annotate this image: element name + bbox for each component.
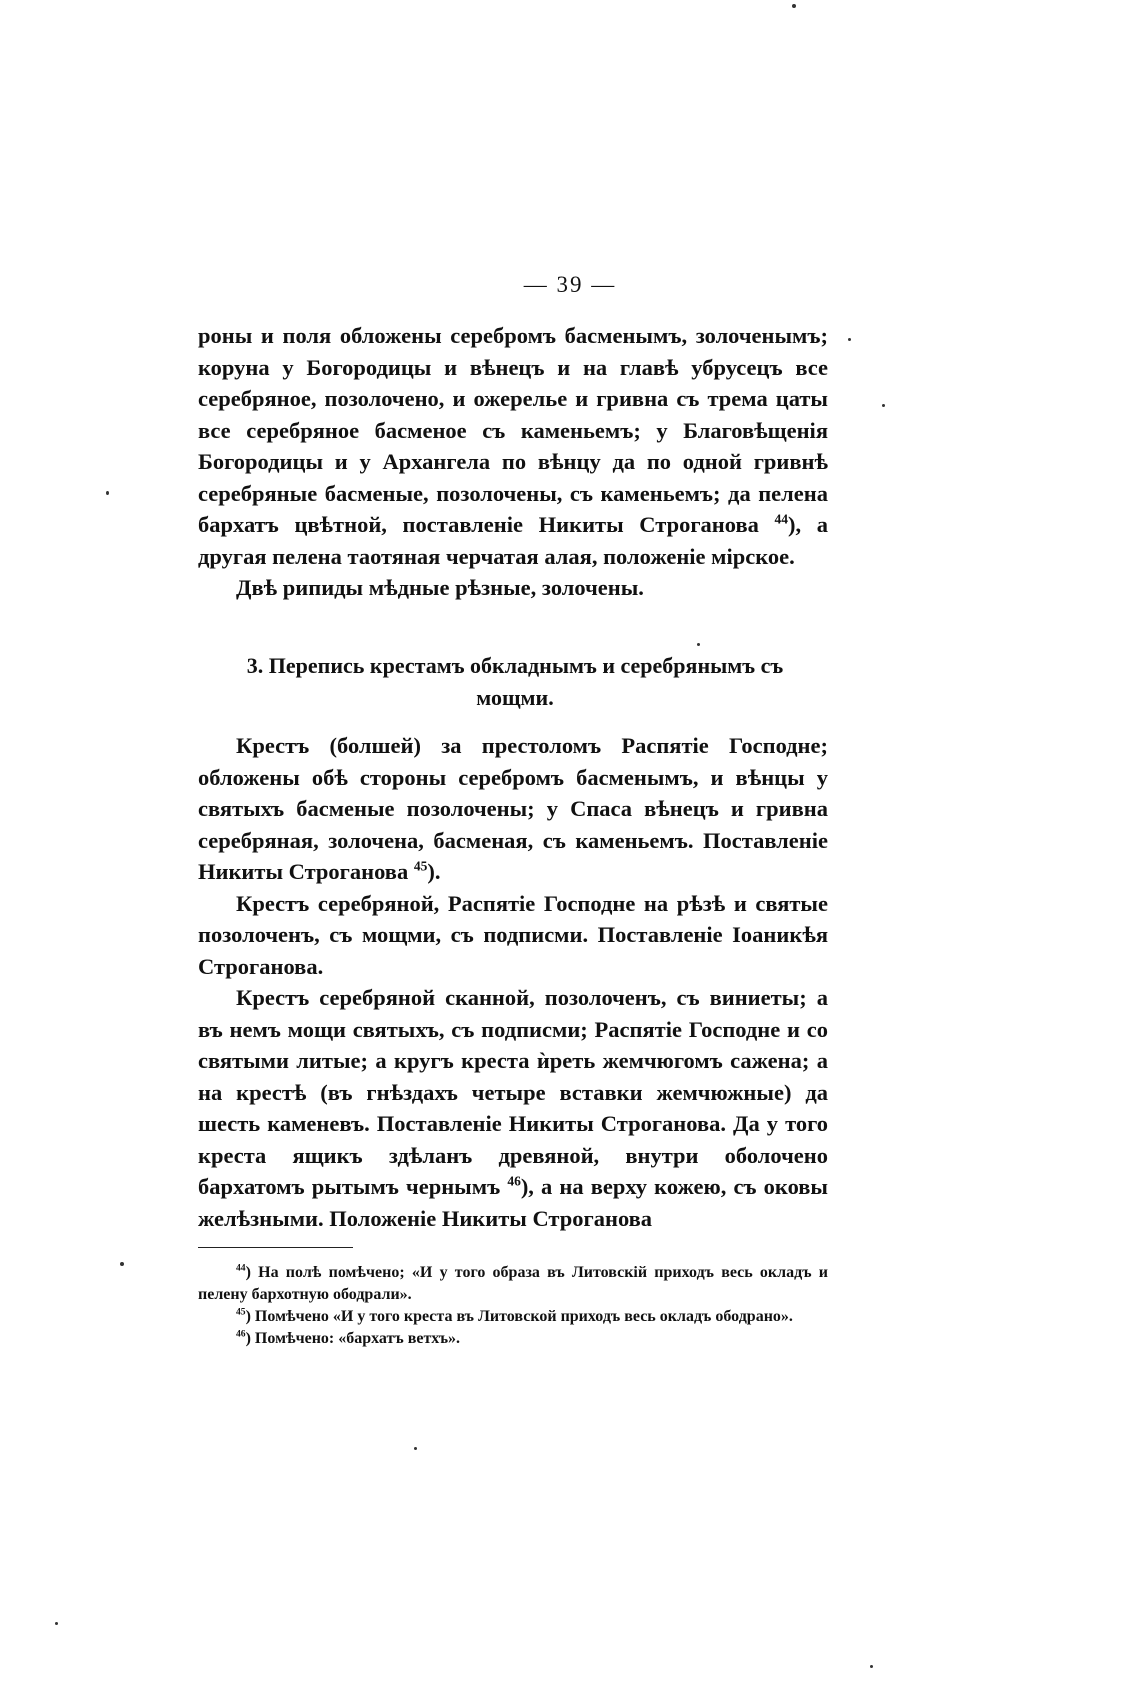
page-number: — 39 — — [523, 272, 617, 297]
paragraph-text: Крестъ серебряной сканной, позолоченъ, съ виниеты; а въ немъ мощи святыхъ, съ подписми; Распятіе Господне и со святыми литые; а кругъ креста ѝреть жемчюгомъ сажена; а на крестѣ (въ гнѣздахъ четыре вставки жемчюжные) да шесть каменевъ. Поставленіе Никиты Строганова. Да у того креста ящикъ здѣланъ древяной, внутри оболочено бархатомъ рытымъ чернымъ — [198, 985, 828, 1199]
paragraph — [198, 982, 828, 1234]
print-speck — [848, 338, 851, 341]
footnote — [198, 1328, 828, 1350]
paragraph-text: ), а на верху кожею, съ оковы желѣзными. Положеніе Никиты Строганова — [198, 1174, 828, 1231]
paragraph — [198, 730, 828, 888]
print-speck — [55, 1622, 58, 1625]
footnote — [198, 1262, 828, 1306]
footnote-text: ) Помѣчено «И у того креста въ Литовской приходъ весь окладъ ободрано». — [245, 1308, 793, 1325]
footnote-mark: 45 — [236, 1306, 246, 1318]
paragraph-text: ), а другая пелена таотяная черчатая алая, положеніе мірское. — [198, 512, 829, 569]
print-speck — [106, 491, 109, 495]
footnote-text: ) На полѣ помѣчено; «И у того образа въ Литовскій приходъ весь окладъ и пелену бархотную ободрали». — [198, 1264, 828, 1303]
paragraph — [198, 320, 828, 572]
section-heading: 3. Перепись крестамъ обкладнымъ и серебрянымъ съ мощми. — [246, 653, 784, 710]
footnote-divider — [198, 1247, 353, 1248]
footnote-mark: 44 — [236, 1262, 246, 1274]
footnotes — [198, 1262, 828, 1350]
paragraph-text: роны и поля обложены серебромъ басменымъ, золоченымъ; коруна у Богородицы и вѣнецъ и на главѣ убрусецъ все серебряное, позолочено, и ожерелье и гривна съ трема цаты все серебряное басменое съ каменьемъ; у Благовѣщенія Богородицы и у Архангела по вѣнцу да по одной гривнѣ серебряные басменые, позолочены, съ каменьемъ; да пелена бархатъ цвѣтной, поставленіе Никиты Строганова — [198, 323, 828, 537]
paragraph-text: Крестъ (болшей) за престоломъ Распятіе Господне; обложены обѣ стороны серебромъ басменымъ, и вѣнцы у святыхъ басменые позолочены; у Спаса вѣнецъ и гривна серебряная, золочена, басменая, съ каменьемъ. Поставленіе Никиты Строганова — [198, 733, 828, 884]
paragraph: Крестъ серебряной, Распятіе Господне на рѣзѣ и святые позолоченъ, съ мощми, съ подписми. Поставленіе Іоаникѣя Строганова. — [198, 890, 828, 979]
paragraph-text: ). — [427, 859, 441, 884]
footnote — [198, 1306, 828, 1328]
paragraph: Двѣ рипиды мѣдные рѣзные, золочены. — [236, 575, 644, 600]
print-speck — [882, 404, 885, 407]
footnote-ref: 46 — [507, 1173, 521, 1189]
print-speck — [414, 1447, 417, 1450]
footnote-mark: 46 — [236, 1328, 246, 1340]
print-speck — [792, 4, 796, 8]
middle-text-block — [198, 730, 828, 1234]
top-text-block — [198, 320, 828, 604]
print-speck — [697, 643, 700, 646]
footnote-ref: 45 — [413, 858, 428, 874]
print-speck — [120, 1262, 124, 1266]
print-speck — [870, 1665, 873, 1668]
footnote-text: ) Помѣчено: «бархатъ ветхъ». — [245, 1330, 461, 1347]
footnote-ref: 44 — [774, 511, 788, 527]
